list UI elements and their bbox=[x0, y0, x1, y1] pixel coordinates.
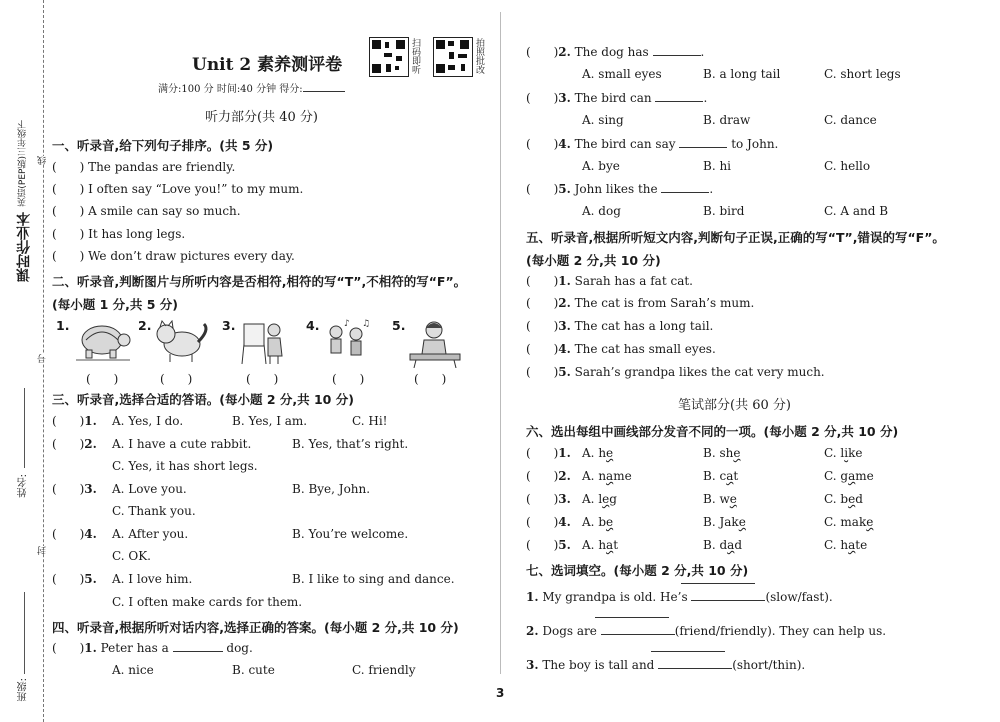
option-b: B. a long tail bbox=[703, 67, 781, 81]
option-a: A. leg bbox=[582, 492, 617, 506]
option-b: B. Yes, that’s right. bbox=[292, 437, 409, 451]
option-a: A. Yes, I do. bbox=[112, 414, 184, 428]
qr-code-correct[interactable] bbox=[433, 37, 473, 77]
section4-q2: ( )2. The dog has . bbox=[526, 45, 705, 59]
section1-item: ( ) It has long legs. bbox=[52, 227, 186, 241]
section6-row: ( )4. bbox=[526, 515, 571, 529]
option-b: B. Bye, John. bbox=[292, 482, 371, 496]
answer-blank[interactable] bbox=[601, 623, 675, 635]
writing-heading: 笔试部分(共 60 分) bbox=[678, 398, 791, 413]
writing-line bbox=[595, 617, 669, 618]
option-a: A. I have a cute rabbit. bbox=[112, 437, 252, 451]
option-c: C. like bbox=[824, 446, 863, 460]
section5-item: ( )1. Sarah has a fat cat. bbox=[526, 274, 693, 288]
score-blank[interactable] bbox=[303, 80, 345, 92]
option-b: B. dad bbox=[703, 538, 742, 552]
option-c: C. game bbox=[824, 469, 874, 483]
option-c: C. Yes, it has short legs. bbox=[112, 459, 258, 473]
section5-item: ( )4. The cat has small eyes. bbox=[526, 342, 716, 356]
name-field[interactable] bbox=[24, 388, 25, 468]
section3-q5: ( )5. bbox=[52, 572, 97, 586]
option-b: B. bird bbox=[703, 204, 745, 218]
option-a: A. bye bbox=[582, 159, 620, 173]
option-b: B. cat bbox=[703, 469, 739, 483]
option-b: B. cute bbox=[232, 663, 275, 677]
class-field[interactable] bbox=[24, 592, 25, 674]
section3-title: 三、听录音,选择合适的答语。(每小题 2 分,共 10 分) bbox=[52, 392, 354, 407]
page-center-divider bbox=[500, 12, 501, 674]
section5-title: 五、听录音,根据所听短文内容,判断句子正误,正确的写“T”,错误的写“F”。 bbox=[526, 230, 945, 245]
picture-answer-paren[interactable]: ( ) bbox=[414, 372, 447, 386]
option-b: B. Yes, I am. bbox=[232, 414, 308, 428]
qr-code-listen[interactable] bbox=[369, 37, 409, 77]
name-label: 姓名: bbox=[18, 474, 29, 498]
option-c: C. I often make cards for them. bbox=[112, 595, 303, 609]
section7-q3: 3. The boy is tall and (short/thin). bbox=[526, 658, 806, 672]
section4-q1: ( )1. Peter has a dog. bbox=[52, 641, 253, 655]
qr-listen-label: 扫码即听 bbox=[410, 38, 420, 74]
picture-answer-paren[interactable]: ( ) bbox=[86, 372, 119, 386]
option-b: B. hi bbox=[703, 159, 732, 173]
picture-number: 3. bbox=[222, 318, 236, 333]
section2-subtitle: (每小题 1 分,共 5 分) bbox=[52, 297, 178, 312]
page-number: 3 bbox=[496, 686, 505, 700]
section3-q4: ( )4. bbox=[52, 527, 97, 541]
singing-kids-picture bbox=[324, 318, 372, 366]
option-c: C. friendly bbox=[352, 663, 416, 677]
picture-answer-paren[interactable]: ( ) bbox=[332, 372, 365, 386]
option-a: A. he bbox=[582, 446, 614, 460]
option-c: C. dance bbox=[824, 113, 877, 127]
making-card-picture bbox=[406, 318, 464, 368]
option-a: A. small eyes bbox=[582, 67, 662, 81]
writing-line bbox=[651, 651, 725, 652]
section5-subtitle: (每小题 2 分,共 10 分) bbox=[526, 253, 661, 268]
option-a: A. name bbox=[582, 469, 632, 483]
section6-row: ( )5. bbox=[526, 538, 571, 552]
number-label: 号 bbox=[38, 354, 48, 363]
option-a: A. be bbox=[582, 515, 614, 529]
section1-item: ( ) I often say “Love you!” to my mum. bbox=[52, 182, 304, 196]
line-label: 线 bbox=[38, 156, 48, 165]
picture-number: 1. bbox=[56, 318, 70, 333]
section2-title: 二、听录音,判断图片与所听内容是否相符,相符的写“T”,不相符的写“F”。 bbox=[52, 274, 467, 289]
option-a: A. nice bbox=[112, 663, 154, 677]
page-title: Unit 2 素养测评卷 bbox=[192, 55, 343, 75]
answer-blank[interactable] bbox=[691, 589, 765, 601]
option-b: B. draw bbox=[703, 113, 751, 127]
picture-number: 5. bbox=[392, 318, 406, 333]
option-c: C. bed bbox=[824, 492, 863, 506]
score-info: 满分:100 分 时间:40 分钟 得分: bbox=[158, 80, 345, 95]
brand-label: 课时作业本 bbox=[16, 212, 32, 282]
svg-text:♪: ♪ bbox=[344, 319, 350, 329]
section3-q2: ( )2. bbox=[52, 437, 97, 451]
option-b: B. we bbox=[703, 492, 737, 506]
section6-title: 六、选出每组中画线部分发音不同的一项。(每小题 2 分,共 10 分) bbox=[526, 424, 899, 439]
section4-title: 四、听录音,根据所听对话内容,选择正确的答案。(每小题 2 分,共 10 分) bbox=[52, 620, 459, 635]
option-b: B. Jake bbox=[703, 515, 746, 529]
picture-answer-paren[interactable]: ( ) bbox=[160, 372, 193, 386]
section4-q5: ( )5. John likes the . bbox=[526, 182, 714, 196]
section3-q3: ( )3. bbox=[52, 482, 97, 496]
section6-row: ( )2. bbox=[526, 469, 571, 483]
option-b: B. she bbox=[703, 446, 741, 460]
section5-item: ( )3. The cat has a long tail. bbox=[526, 319, 714, 333]
section1-title: 一、听录音,给下列句子排序。(共 5 分) bbox=[52, 138, 274, 153]
option-c: C. hate bbox=[824, 538, 868, 552]
seal-label: 封 bbox=[38, 546, 48, 555]
section3-q1: ( )1. bbox=[52, 414, 97, 428]
picture-answer-paren[interactable]: ( ) bbox=[246, 372, 279, 386]
listening-heading: 听力部分(共 40 分) bbox=[205, 110, 318, 125]
drawing-girl-picture bbox=[240, 318, 290, 366]
answer-blank[interactable] bbox=[658, 657, 732, 669]
section4-q4: ( )4. The bird can say to John. bbox=[526, 137, 779, 151]
option-c: C. short legs bbox=[824, 67, 901, 81]
picture-number: 4. bbox=[306, 318, 320, 333]
edition-label: 英语(PEP版)三年级下 bbox=[18, 120, 28, 207]
option-c: C. make bbox=[824, 515, 874, 529]
svg-text:♫: ♫ bbox=[362, 319, 371, 329]
section6-row: ( )1. bbox=[526, 446, 571, 460]
section5-item: ( )5. Sarah’s grandpa likes the cat very much. bbox=[526, 365, 825, 379]
section7-q2: 2. Dogs are (friend/friendly). They can help us. bbox=[526, 624, 887, 638]
option-b: B. You’re welcome. bbox=[292, 527, 409, 541]
option-c: C. Thank you. bbox=[112, 504, 196, 518]
qr-correct-label: 拍照批改 bbox=[474, 38, 484, 74]
cat-picture bbox=[152, 320, 212, 364]
class-label: 班级: bbox=[18, 678, 29, 702]
section1-item: ( ) A smile can say so much. bbox=[52, 204, 241, 218]
option-a: A. After you. bbox=[112, 527, 189, 541]
picture-number: 2. bbox=[138, 318, 152, 333]
section1-item: ( ) The pandas are friendly. bbox=[52, 160, 236, 174]
section4-q3: ( )3. The bird can . bbox=[526, 91, 708, 105]
option-c: C. Hi! bbox=[352, 414, 388, 428]
section7-title: 七、选词填空。(每小题 2 分,共 10 分) bbox=[526, 563, 749, 578]
section5-item: ( )2. The cat is from Sarah’s mum. bbox=[526, 296, 755, 310]
option-c: C. A and B bbox=[824, 204, 889, 218]
writing-line bbox=[681, 583, 755, 584]
option-a: A. Love you. bbox=[112, 482, 187, 496]
option-b: B. I like to sing and dance. bbox=[292, 572, 455, 586]
section6-row: ( )3. bbox=[526, 492, 571, 506]
option-c: C. hello bbox=[824, 159, 871, 173]
section7-q1: 1. My grandpa is old. He’s (slow/fast). bbox=[526, 590, 833, 604]
option-a: A. hat bbox=[582, 538, 619, 552]
option-a: A. sing bbox=[582, 113, 624, 127]
option-a: A. I love him. bbox=[112, 572, 193, 586]
option-c: C. OK. bbox=[112, 549, 151, 563]
turtle-picture bbox=[72, 320, 132, 364]
option-a: A. dog bbox=[582, 204, 621, 218]
section1-item: ( ) We don’t draw pictures every day. bbox=[52, 249, 295, 263]
